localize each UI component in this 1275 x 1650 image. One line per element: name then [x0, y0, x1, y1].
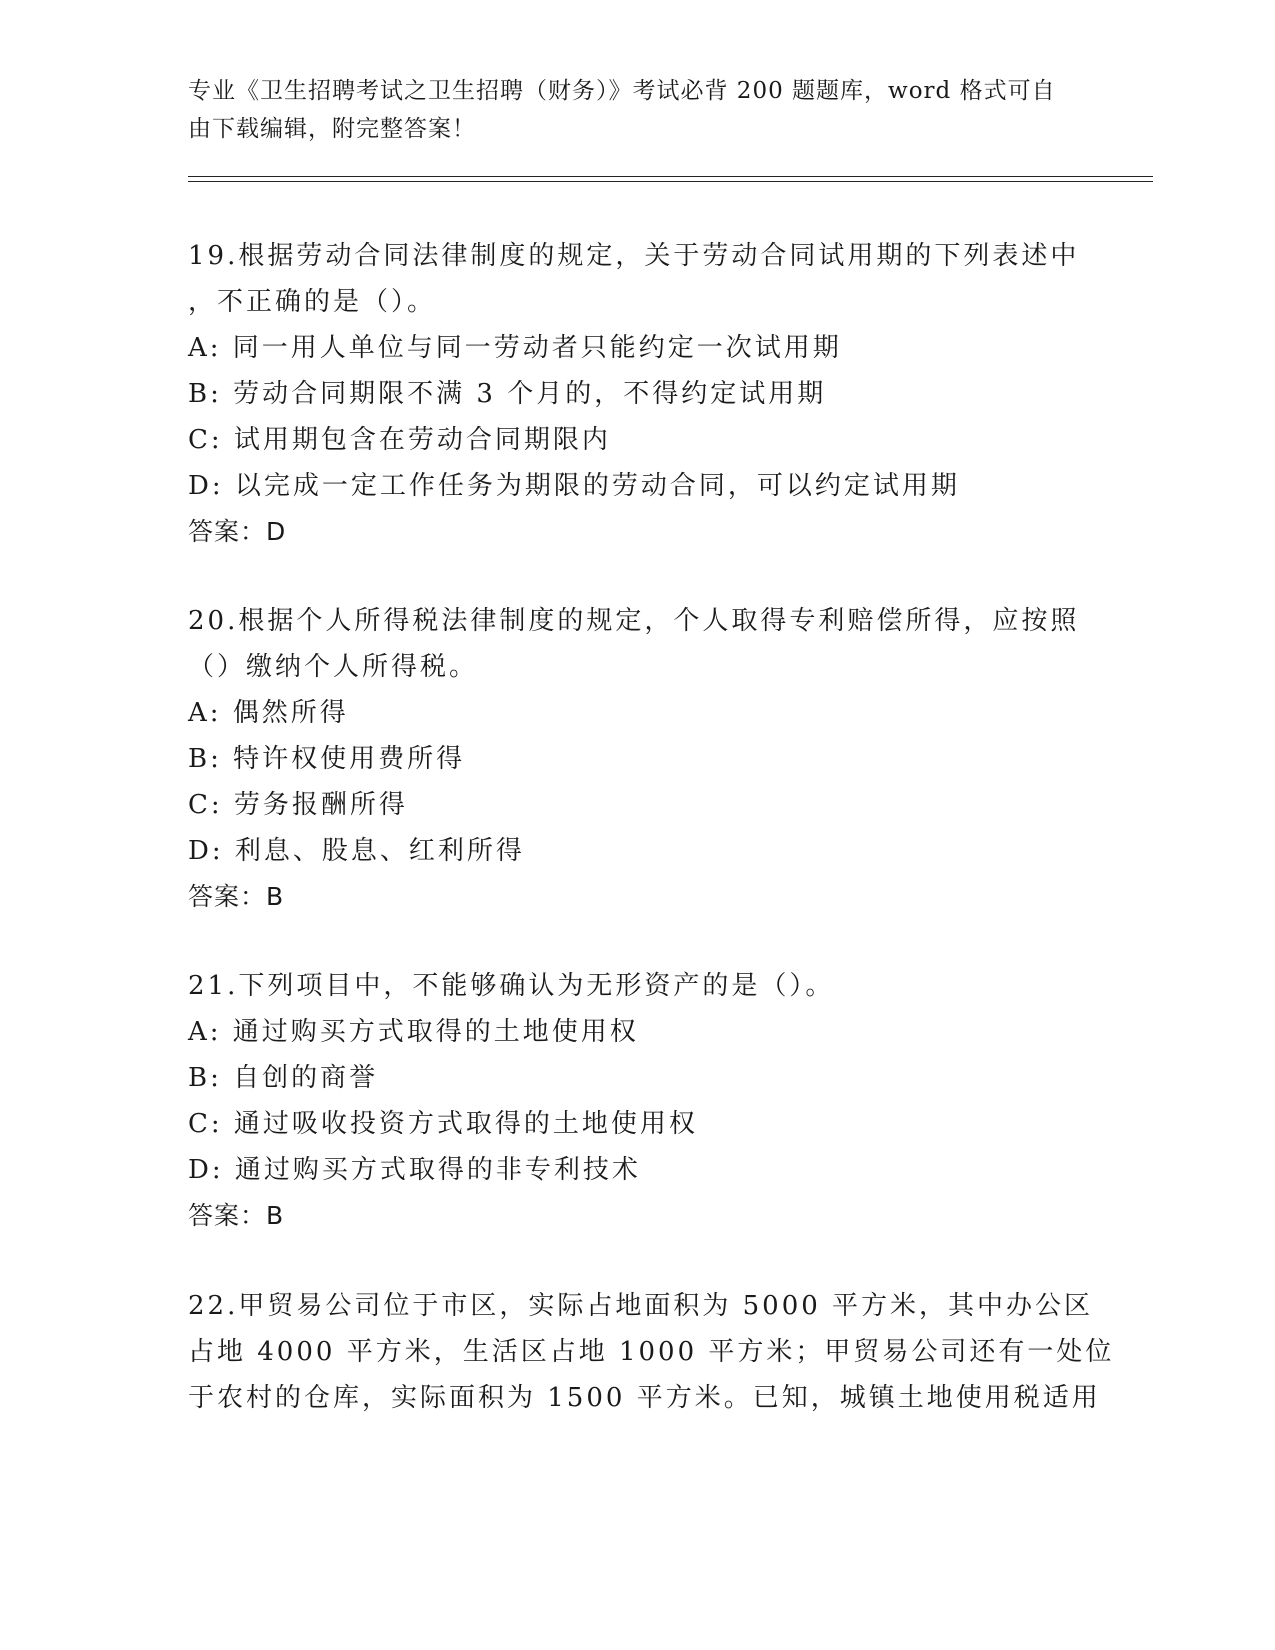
option-a: A: 偶然所得: [188, 698, 349, 728]
option-d: D: 利息、股息、红利所得: [188, 836, 525, 866]
question-stem: 22.甲贸易公司位于市区，实际占地面积为 5000 平方米，其中办公区: [188, 1291, 1094, 1321]
question-stem: 21.下列项目中，不能够确认为无形资产的是（）。: [188, 971, 835, 1001]
option-d: D: 以完成一定工作任务为期限的劳动合同，可以约定试用期: [188, 471, 960, 501]
header-line-1: 专业《卫生招聘考试之卫生招聘（财务）》考试必背 200 题题库，word 格式可自: [188, 78, 1056, 104]
option-b: B: 劳动合同期限不满 3 个月的，不得约定试用期: [188, 379, 827, 409]
option-c: C: 通过吸收投资方式取得的土地使用权: [188, 1109, 698, 1139]
header-divider: [188, 176, 1153, 182]
header-line-2: 由下载编辑，附完整答案！: [188, 116, 476, 142]
document-header: [188, 72, 1068, 148]
option-c: C: 试用期包含在劳动合同期限内: [188, 425, 611, 455]
option-a: A: 通过购买方式取得的土地使用权: [188, 1017, 639, 1047]
answer-label: 答案：B: [188, 1201, 285, 1230]
option-a: A: 同一用人单位与同一劳动者只能约定一次试用期: [188, 333, 842, 363]
question-19: [188, 233, 1088, 555]
question-stem: （）缴纳个人所得税。: [188, 652, 479, 682]
question-stem: ，不正确的是（）。: [188, 287, 437, 317]
question-21: [188, 963, 1088, 1239]
option-d: D: 通过购买方式取得的非专利技术: [188, 1155, 641, 1185]
option-b: B: 自创的商誉: [188, 1063, 379, 1093]
option-b: B: 特许权使用费所得: [188, 744, 466, 774]
answer-label: 答案：D: [188, 517, 287, 546]
question-stem: 占地 4000 平方米，生活区占地 1000 平方米；甲贸易公司还有一处位: [188, 1337, 1115, 1367]
question-stem: 于农村的仓库，实际面积为 1500 平方米。已知，城镇土地使用税适用: [188, 1383, 1101, 1413]
question-20: [188, 598, 1088, 920]
option-c: C: 劳务报酬所得: [188, 790, 408, 820]
question-stem: 19.根据劳动合同法律制度的规定，关于劳动合同试用期的下列表述中: [188, 241, 1080, 271]
question-22: [188, 1283, 1115, 1421]
question-stem: 20.根据个人所得税法律制度的规定，个人取得专利赔偿所得，应按照: [188, 606, 1080, 636]
answer-label: 答案：B: [188, 882, 285, 911]
